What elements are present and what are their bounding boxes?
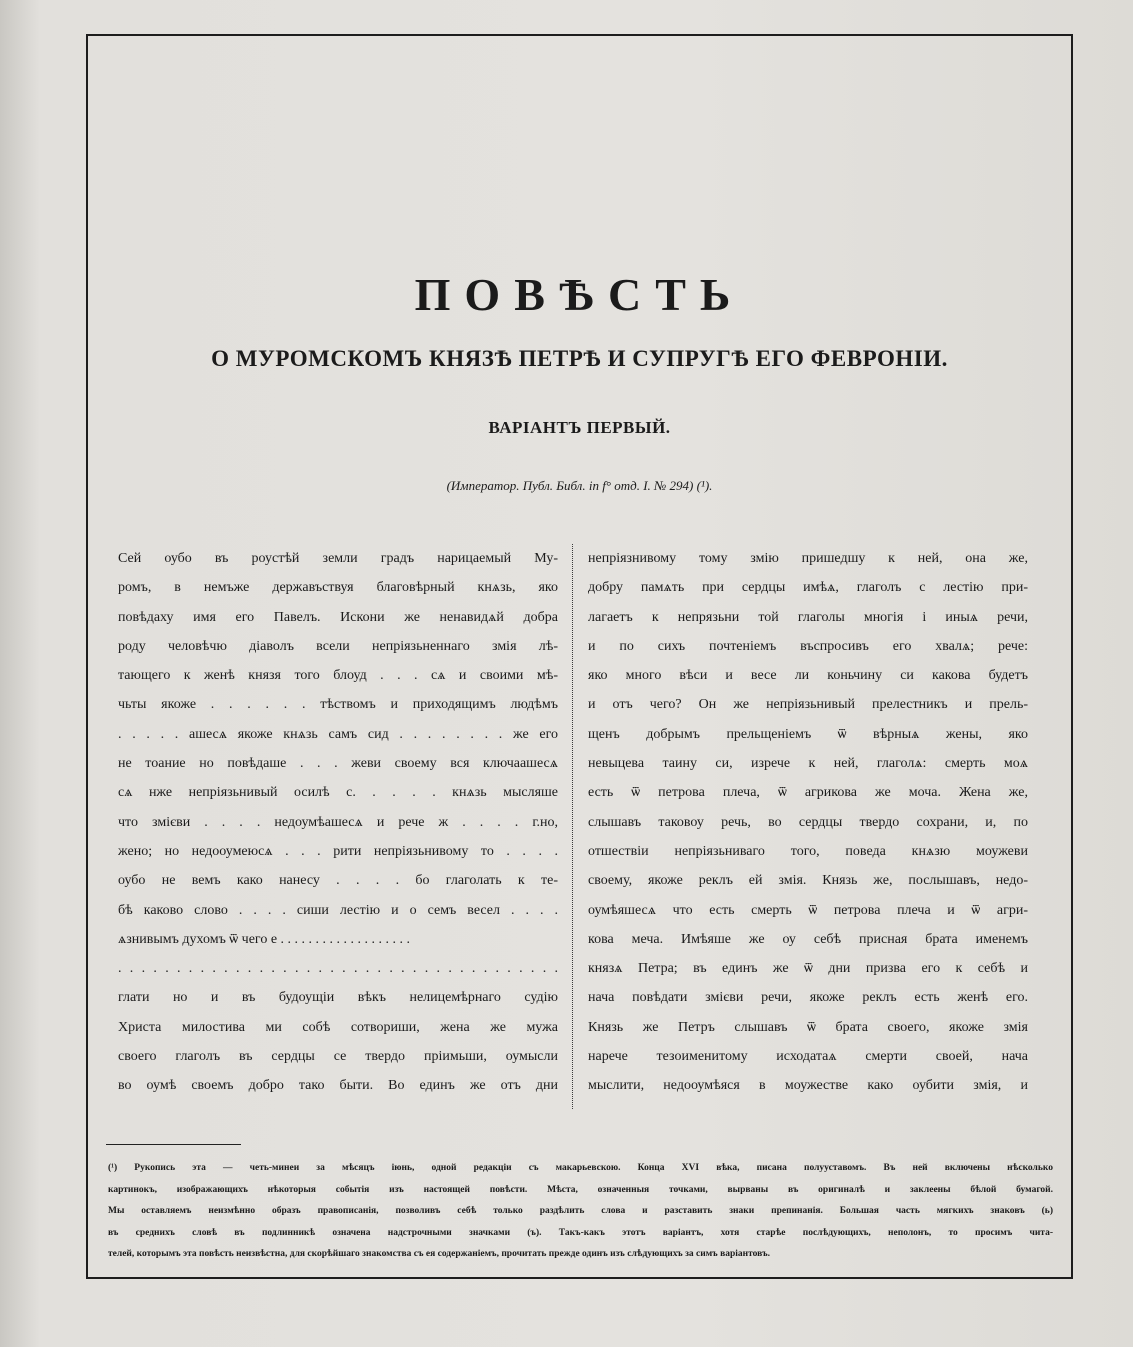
text-line: не тоание но повѣдаше . . . жеви своему вся ключаашесѧ [118,756,558,772]
text-line: во оумѣ своемъ добро тако быти. Во единъ же отъ дни [118,1078,558,1094]
text-line: повѣдаху имя его Павелъ. Искони же ненавидѧй добра [118,609,558,625]
text-line: Христа милостива ми собѣ сотвориши, жена же мужа [118,1019,558,1035]
footnote-line: (¹) Рукопись эта — четь-минеи за мѣсяцъ іюнь, одной редакціи съ макарьевскою. Конца XVI вѣка, писана полууставомъ. Въ ней включены нѣсколько [108,1163,1053,1173]
text-line: тающего к женѣ князя того блоуд . . . сѧ и своими мѣ- [118,668,558,684]
right-text-column [588,544,1028,1101]
text-line: жено; но недооумеюсѧ . . . рити непріязьнивому то . . . . [118,843,558,859]
text-line: Князь же Петръ слышавъ ѿ брата своего, якоже змія [588,1019,1028,1035]
text-line: князѧ Петра; въ единъ же ѿ дни призва его к себѣ и [588,961,1028,977]
source-reference: (Император. Публ. Библ. in f° отд. I. № 294) (¹). [446,478,713,493]
text-line: кова меча. Имѣяше же оу себѣ присная брата именемъ [588,931,1028,947]
text-line: невыцева таину си, изрече к ней, глаголѧ: смерть моѧ [588,756,1028,772]
page-subtitle: О МУРОМСКОМЪ КНЯЗѢ ПЕТРѢ И СУПРУГѢ ЕГО ФЕВРОНІИ. [211,346,948,371]
text-line: слышавъ таковоу речь, во сердцы твердо сохрани, и, по [588,814,1028,830]
page-title: ПОВѢСТЬ [414,269,745,320]
text-line: ѧзнивымъ духомъ ѿ чего е . . . . . . . . . . . . . . . . . . . [118,931,411,947]
text-line: сѧ нже непріязьнивый осилѣ с. . . . . кнѧзь мысляше [118,785,558,801]
text-line: Сей оубо въ роустѣй земли градъ нарицаемый Му- [118,551,558,566]
text-line: яко много вѣси и весе ли коньчину си какова будетъ [588,668,1028,684]
text-line: нача повѣдати змієви речи, якоже реклъ есть женѣ его. [588,990,1028,1006]
text-line: щенъ добрымъ прельщеніемъ ѿ вѣрныѧ жены, яко [588,726,1028,742]
text-line: мыслити, недооумѣяся в моужестве како оубити змія, и [588,1078,1028,1094]
text-line: бѣ каково слово . . . . сиши лестію и о семъ весел . . . . [118,902,558,918]
text-line: и по сихъ почтеніемъ въспросивъ его хвалѧ; рече: [588,638,1028,654]
footnote-line: въ среднихъ словѣ въ подлинникѣ означена надстрочными значками (ъ). Такъ-какъ этотъ варіантъ, хотя старѣе послѣдующихъ, неполонъ, то просимъ чита- [108,1227,1053,1238]
text-line: оубо не вемъ како нанесу . . . . бо глаголать к те- [118,873,558,889]
text-line: оумѣяшесѧ что есть смерть ѿ петрова плеча и ѿ агри- [588,902,1028,918]
text-line: глати но и въ будоущіи вѣкъ нелицемѣрнаго судію [118,990,558,1006]
text-line: непріязнивому тому змію пришедшу к ней, она же, [588,551,1028,566]
text-line: роду человѣчю діаволъ всели непріязьненнаго змія лѣ- [118,638,558,654]
footnote-line: телей, которымъ эта повѣсть неизвѣстна, для скорѣйшаго знакомства съ ея содержаніемъ, прочитать прежде одинъ изъ слѣдующихъ за симъ варіантовъ. [108,1249,770,1259]
footnote-line: картинокъ, изображающихъ нѣкоторыя событія изъ настоящей повѣсти. Мѣста, означенныя точками, вырваны въ оригиналѣ и заклеены бѣлой бумагой. [108,1184,1053,1195]
text-line: чьты якоже . . . . . . тѣствомъ и приходящимъ людѣмъ [118,697,558,713]
text-line: . . . . . . . . . . . . . . . . . . . . . . . . . . . . . . . . . . . . . . [118,961,558,977]
footnote-line: Мы оставляемъ неизмѣнно образъ правописанія, позволивъ себѣ только раздѣлить слова и разставить знаки препинанія. Большая часть мягкихъ знаковъ (ь) [108,1206,1053,1216]
text-line: есть ѿ петрова плеча, ѿ агрикова же моча. Жена же, [588,785,1028,801]
text-line: своего глаголъ въ сердцы се твердо пріимьши, оумысли [118,1049,558,1065]
text-line: что змієви . . . . недоумѣашесѧ и рече ж . . . . г.но, [118,814,558,830]
text-line: ромъ, в немъже державъствуя благовѣрный кнѧзь, яко [118,580,558,596]
variant-heading: ВАРІАНТЪ ПЕРВЫЙ. [488,418,671,437]
text-line: и отъ чего? Он же непріязьнивый прелестникъ и прель- [588,697,1028,713]
text-line: лагаетъ к непрязьни той глаголы многія і иныѧ речи, [588,609,1028,625]
column-divider [572,544,573,1109]
text-line: отшествіи непріязьниваго того, поведа кнѧзю моужеви [588,843,1028,859]
text-line: . . . . . ашесѧ якоже кнѧзь самъ сид . . . . . . . . же его [118,726,558,742]
text-line: добру памѧть при сердцы имѣѧ, глаголъ с лестію при- [588,580,1028,596]
text-line: нарече тезоименитому исходатаѧ смерти своей, нача [588,1049,1028,1065]
page-frame [86,34,1073,1279]
left-text-column [118,544,558,1101]
footnote-rule [106,1144,241,1145]
text-line: своему, якоже реклъ ей змія. Князь же, послышавъ, недо- [588,873,1028,889]
footnote [108,1158,1053,1266]
